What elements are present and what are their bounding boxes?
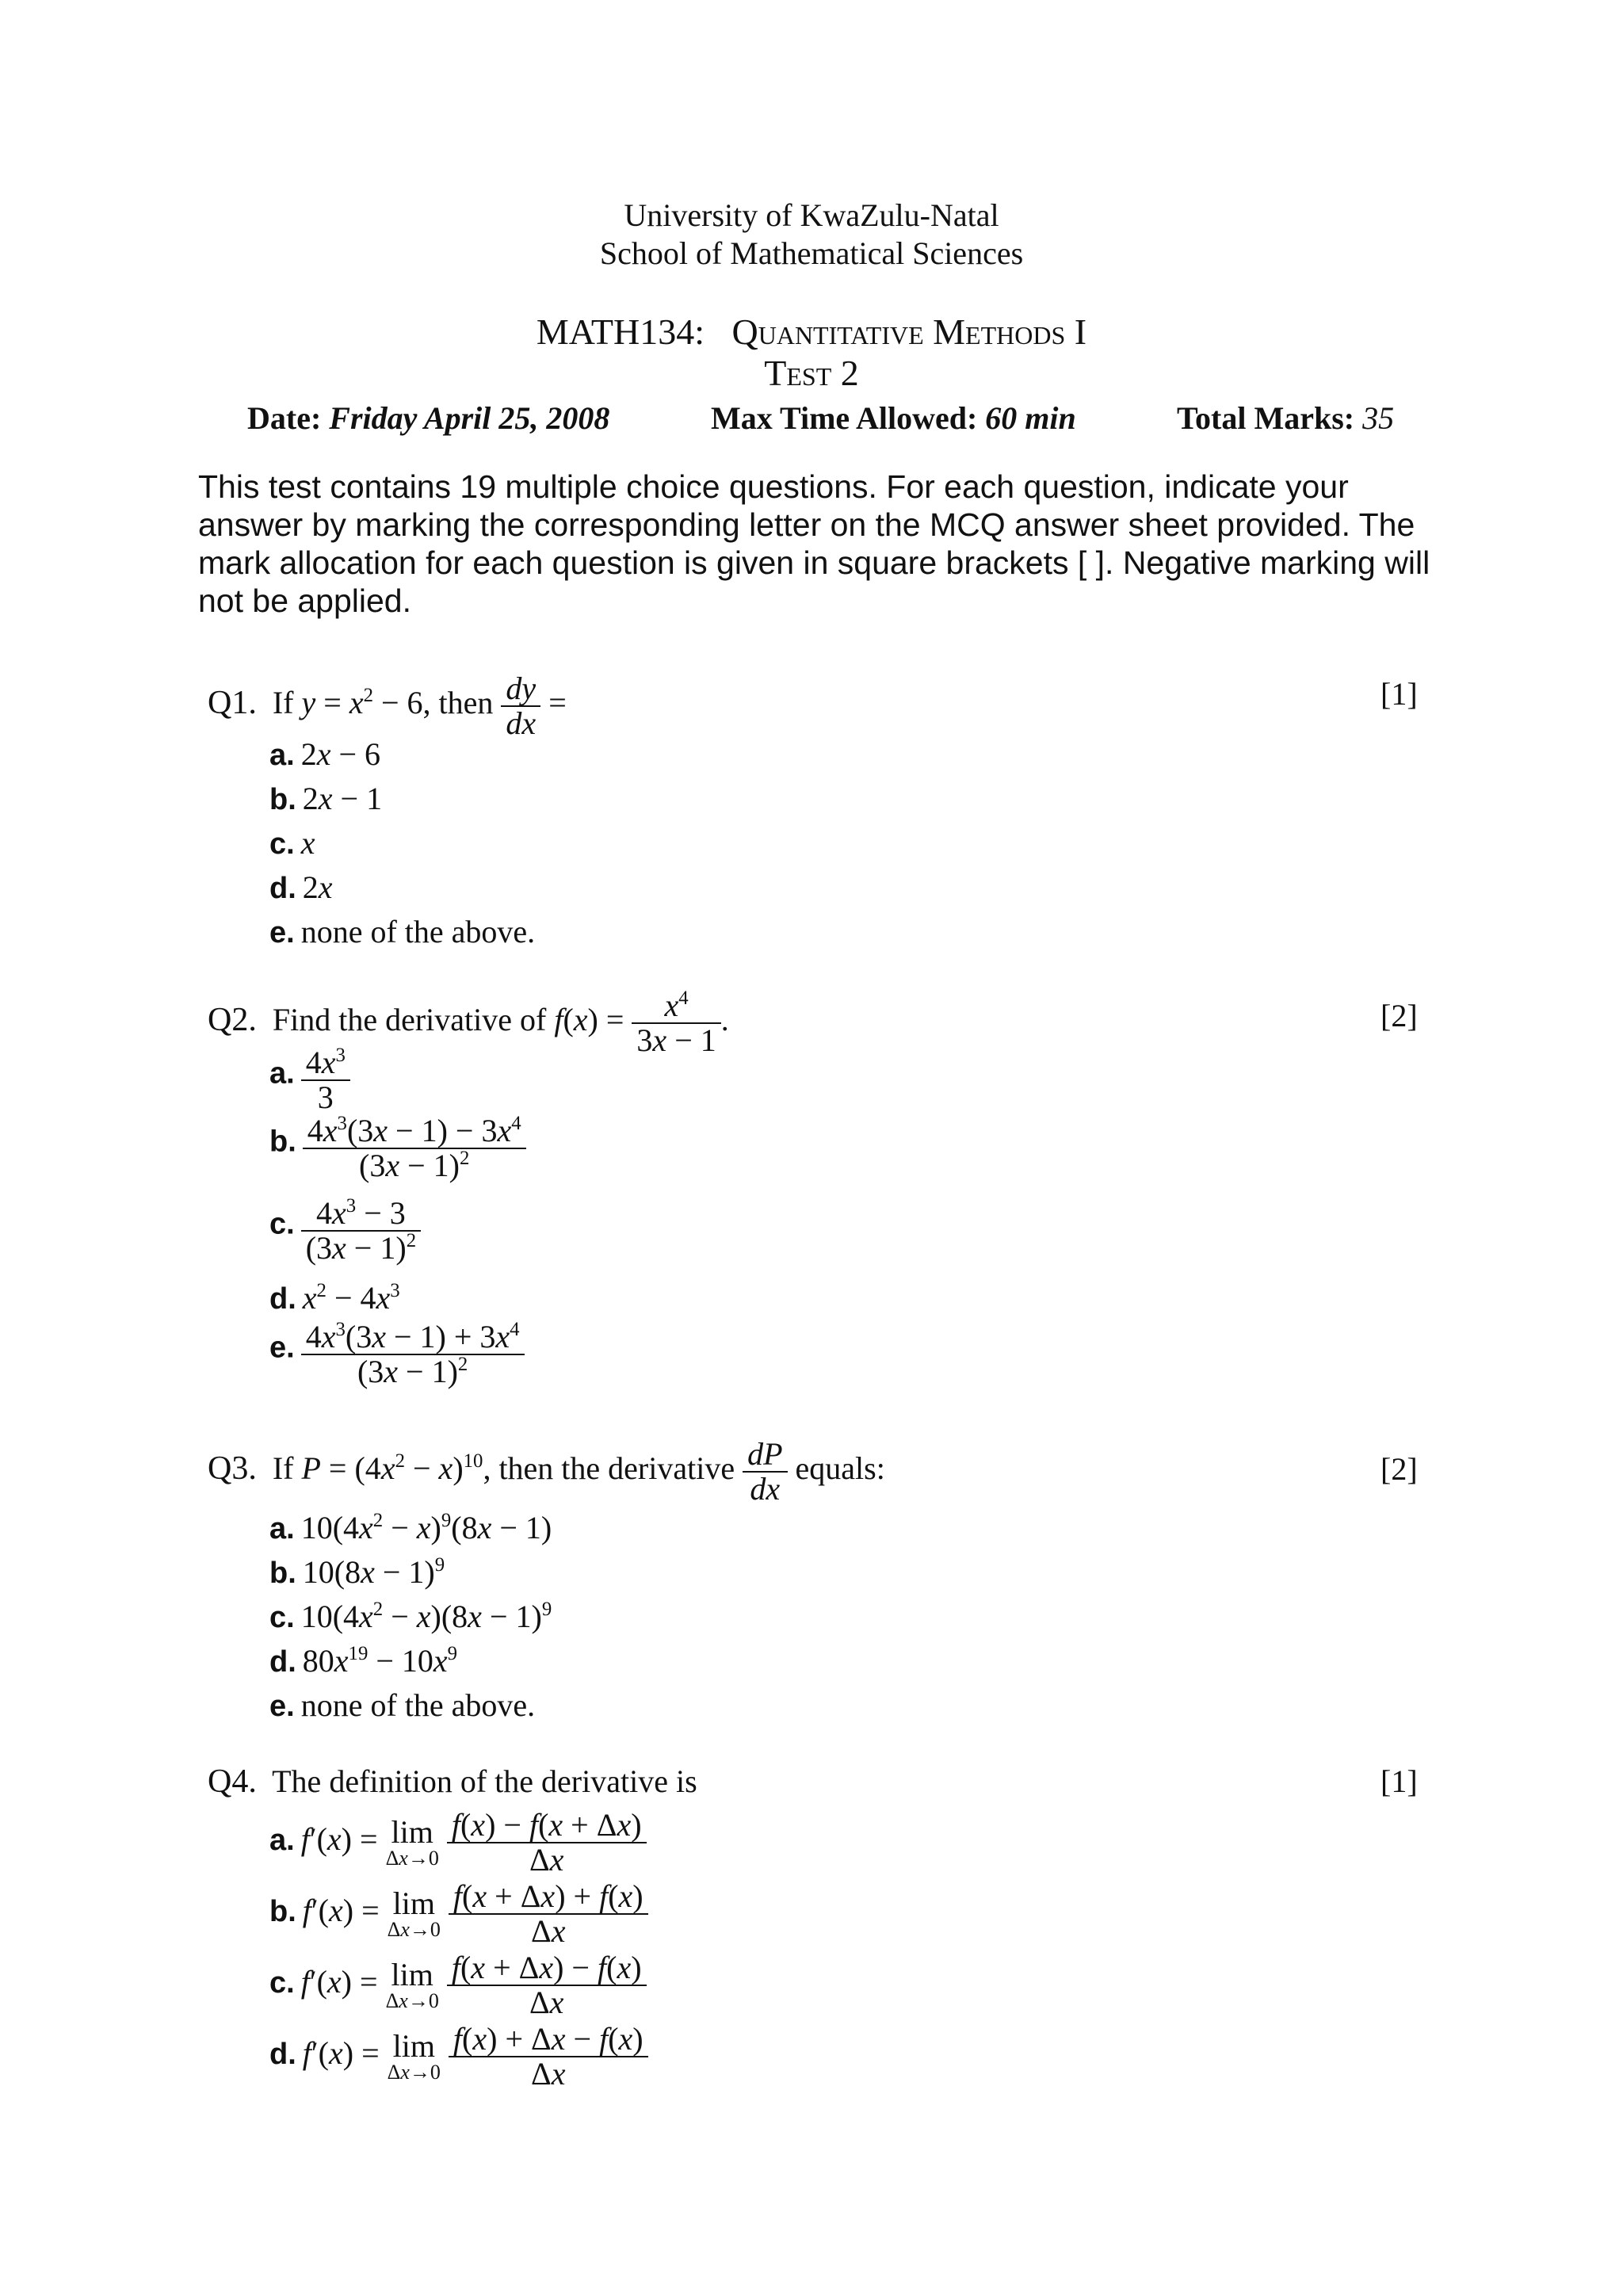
test-date [247,399,609,437]
option-letter: d. [269,2038,296,2072]
option-text: $\frac{4x^3(3x - 1) + 3x^4}{(3x - 1)^2}$ [301,1320,525,1389]
option-text: f′(x) = lim Δx→0 $\frac{f(x + \Delta x) - f(x)}{\Delta x}$ [301,1964,647,2000]
option-d[interactable] [269,869,333,906]
option-b[interactable] [269,1553,445,1591]
option-letter: c. [269,1966,295,2000]
option-b[interactable] [269,780,382,817]
course-code: MATH134: [536,311,705,352]
option-d[interactable] [269,1642,457,1679]
question-number: Q2. [208,1002,257,1039]
question-marks: [1] [1381,1763,1418,1799]
option-e[interactable] [269,913,535,950]
question-3 [208,1438,885,1506]
option-letter: b. [269,1895,296,1929]
option-a[interactable] [269,1509,552,1546]
option-a[interactable] [269,735,380,773]
option-letter: b. [269,1557,296,1590]
time-value: 60 min [985,400,1076,436]
question-prompt: If $P = (4x^2 - x)^{10}$, then the derivative $\frac{dP}{dx}$ equals: [272,1436,885,1507]
date-value: Friday April 25, 2008 [329,400,610,436]
option-text: none of the above. [300,914,536,949]
option-text: 2x [302,869,333,905]
test-title: Test 2 [764,353,859,393]
option-e[interactable] [269,1687,535,1724]
option-b[interactable] [269,1114,526,1182]
question-prompt: The definition of the derivative is [272,1763,697,1799]
time-label: Max Time Allowed: [711,400,978,436]
option-letter: a. [269,1824,295,1858]
option-text: $10(4x^2 - x)(8x - 1)^9$ [300,1599,552,1634]
option-text: $x^2 - 4x^3$ [302,1280,400,1316]
option-letter: a. [269,1512,295,1545]
option-letter: c. [269,1601,295,1634]
option-letter: d. [269,1645,296,1679]
option-d[interactable] [269,2023,648,2091]
option-text: f′(x) = lim Δx→0 $\frac{f(x) + \Delta x - f(x)}{\Delta x}$ [303,2035,648,2071]
option-text: none of the above. [300,1687,536,1723]
school-name: School of Mathematical Sciences [599,235,1024,271]
question-marks: [2] [1381,1451,1418,1487]
option-c[interactable] [269,824,315,861]
time-allowed [711,399,1076,437]
option-letter: e. [269,916,295,949]
option-letter: c. [269,1207,295,1241]
option-d[interactable] [269,1279,400,1316]
question-marks: [2] [1381,998,1418,1033]
option-letter: a. [269,739,295,772]
option-b[interactable] [269,1880,648,1948]
option-c[interactable] [269,1598,552,1635]
question-number: Q3. [208,1450,257,1488]
option-letter: d. [269,872,296,905]
option-text: 2x − 6 [300,736,381,772]
option-letter: b. [269,783,296,816]
option-letter: e. [269,1690,295,1723]
question-number: Q1. [208,685,257,722]
option-letter: d. [269,1282,296,1316]
option-text: $10(4x^2 - x)^9(8x - 1)$ [300,1510,552,1545]
option-letter: c. [269,827,295,861]
course-title: Quantitative Methods I [731,311,1087,352]
total-marks [1177,399,1394,437]
option-c[interactable] [269,1951,647,2019]
option-letter: a. [269,1056,295,1091]
option-letter: e. [269,1331,295,1365]
option-text: x [300,825,315,861]
option-letter: b. [269,1125,296,1159]
option-text: $10(8x - 1)^9$ [302,1554,445,1590]
option-a[interactable] [269,1046,350,1114]
question-number: Q4. [208,1763,257,1800]
instructions: This test contains 19 multiple choice questions. For each question, indicate your answer by marking the corresponding letter on the MCQ answer sheet provided. The mark allocation for each question is given in square brackets [ ]. Negative marking will not be applied. [198,468,1430,619]
option-a[interactable] [269,1809,647,1877]
question-prompt: Find the derivative of f(x) = $\frac{x^4}{3x - 1}$ . [272,988,729,1058]
question-prompt: If $y = x^2 - 6$, then $\frac{dy}{dx}$ = [272,670,567,741]
university-name: University of KwaZulu-Natal [624,197,999,233]
question-1 [208,672,567,740]
marks-value: 35 [1362,400,1395,436]
question-4 [208,1763,697,1801]
option-text: f′(x) = lim Δx→0 $\frac{f(x + \Delta x) + f(x)}{\Delta x}$ [303,1893,648,1928]
option-text: 2x − 1 [302,781,383,816]
date-label: Date: [247,400,322,436]
question-marks: [1] [1381,676,1418,712]
option-e[interactable] [269,1320,525,1389]
option-text: $\frac{4x^3}{3}$ [301,1046,350,1114]
option-text: $\frac{4x^3(3x - 1) - 3x^4}{(3x - 1)^2}$ [303,1114,526,1182]
option-text: f′(x) = lim Δx→0 $\frac{f(x) - f(x + \Delta x)}{\Delta x}$ [301,1821,647,1857]
option-c[interactable] [269,1197,421,1265]
course-heading [0,311,1623,353]
option-text: $\frac{4x^3 - 3}{(3x - 1)^2}$ [301,1197,421,1265]
option-text: $80x^{19} - 10x^9$ [302,1643,458,1679]
marks-label: Total Marks: [1177,400,1355,436]
